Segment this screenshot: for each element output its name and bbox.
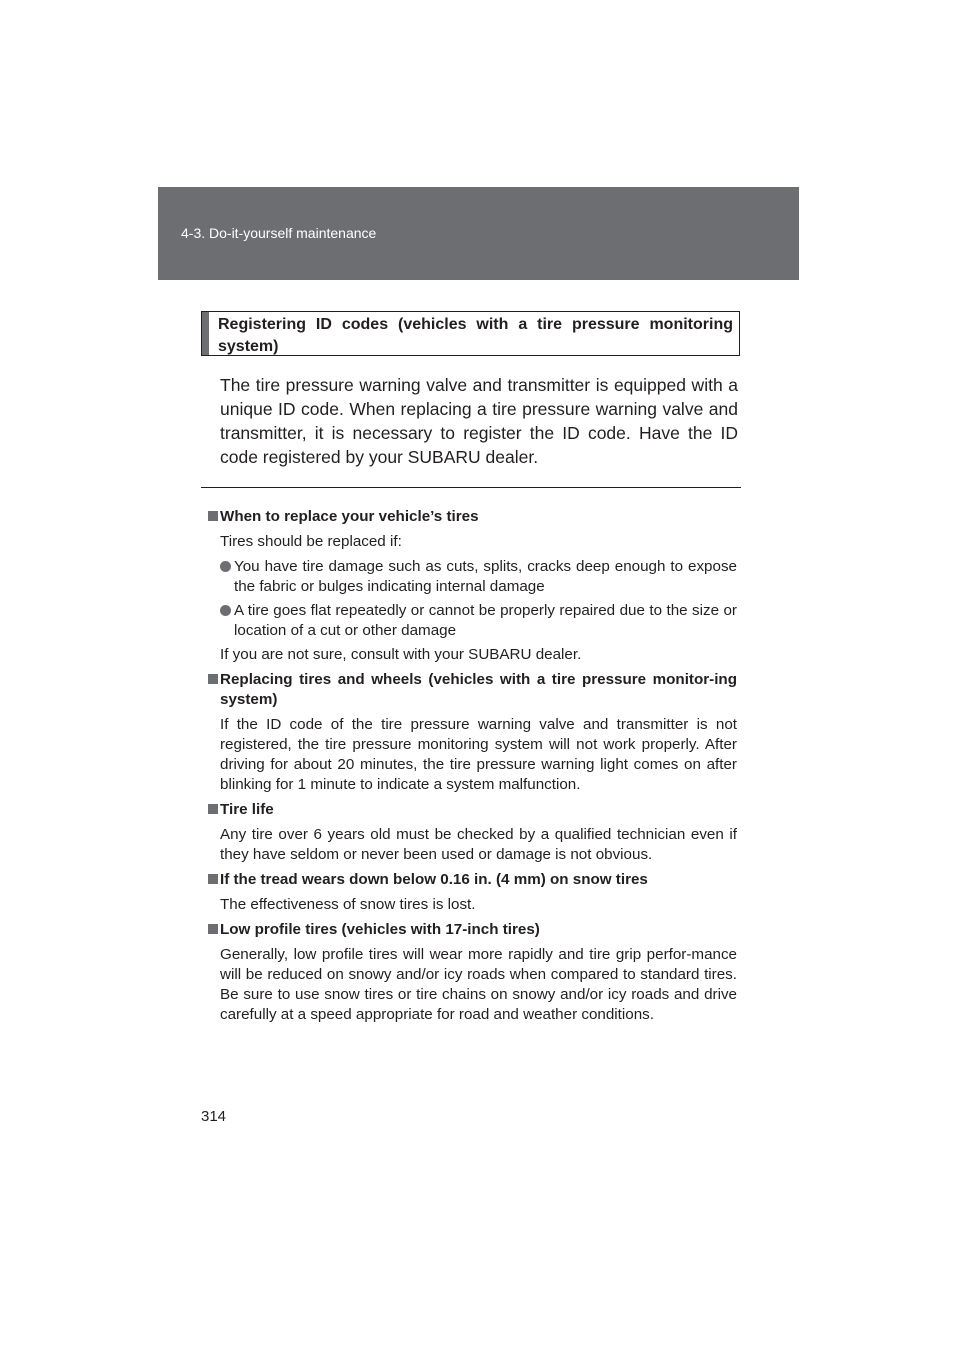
note-text: If the ID code of the tire pressure warning valve and transmitter is not registered, the tire pressure monitoring system will not work properly. After driving for about 20 minutes, the tire pressure warning light comes on after blinking for 1 minute to indicate a system malfunction. [220, 716, 737, 793]
page-number: 314 [201, 1108, 227, 1125]
note-heading-when-to-replace: When to replace your vehicle’s tires [209, 507, 737, 527]
topic-title: Registering ID codes (vehicles with a tire pressure monitoring system) [218, 316, 733, 355]
square-bullet-icon [208, 511, 218, 521]
notes-section [209, 507, 737, 1030]
note-text: Tires should be replaced if: [220, 533, 402, 550]
divider [201, 487, 741, 488]
circle-bullet-icon [220, 605, 231, 616]
section-header [158, 187, 799, 280]
note-heading-snow-tires: If the tread wears down below 0.16 in. (4 mm) on snow tires [209, 870, 737, 890]
square-bullet-icon [208, 674, 218, 684]
note-text: Generally, low profile tires will wear more rapidly and tire grip perfor-mance will be reduced on snowy and/or icy roads when compared to standard tires. Be sure to use snow tires or tire chains on snowy and/or icy roads and drive carefully at a speed appropriate for road and weather conditions. [220, 946, 737, 1023]
intro-paragraph: The tire pressure warning valve and transmitter is equipped with a unique ID code. When replacing a tire pressure warning valve and transmitter, it is necessary to register the ID code. Have the ID code registered by your SUBARU dealer. [220, 375, 738, 467]
note-heading-low-profile-tires: Low profile tires (vehicles with 17-inch tires) [209, 920, 737, 940]
note-text: The effectiveness of snow tires is lost. [220, 896, 476, 913]
list-item: You have tire damage such as cuts, splits, cracks deep enough to expose the fabric or bulges indicating internal damage [220, 557, 737, 597]
section-title: 4-3. Do-it-yourself maintenance [181, 225, 377, 241]
topic-title-box [201, 311, 740, 356]
circle-bullet-icon [220, 561, 231, 572]
square-bullet-icon [208, 804, 218, 814]
list-item: A tire goes flat repeatedly or cannot be properly repaired due to the size or location of a cut or other damage [220, 601, 737, 641]
note-text: If you are not sure, consult with your SUBARU dealer. [220, 646, 582, 663]
note-heading-replacing-tires: Replacing tires and wheels (vehicles with a tire pressure monitor-ing system) [209, 670, 737, 710]
title-accent-bar [202, 312, 209, 355]
square-bullet-icon [208, 874, 218, 884]
note-text: Any tire over 6 years old must be checked by a qualified technician even if they have seldom or never been used or damage is not obvious. [220, 826, 737, 863]
note-heading-tire-life: Tire life [209, 800, 737, 820]
square-bullet-icon [208, 924, 218, 934]
